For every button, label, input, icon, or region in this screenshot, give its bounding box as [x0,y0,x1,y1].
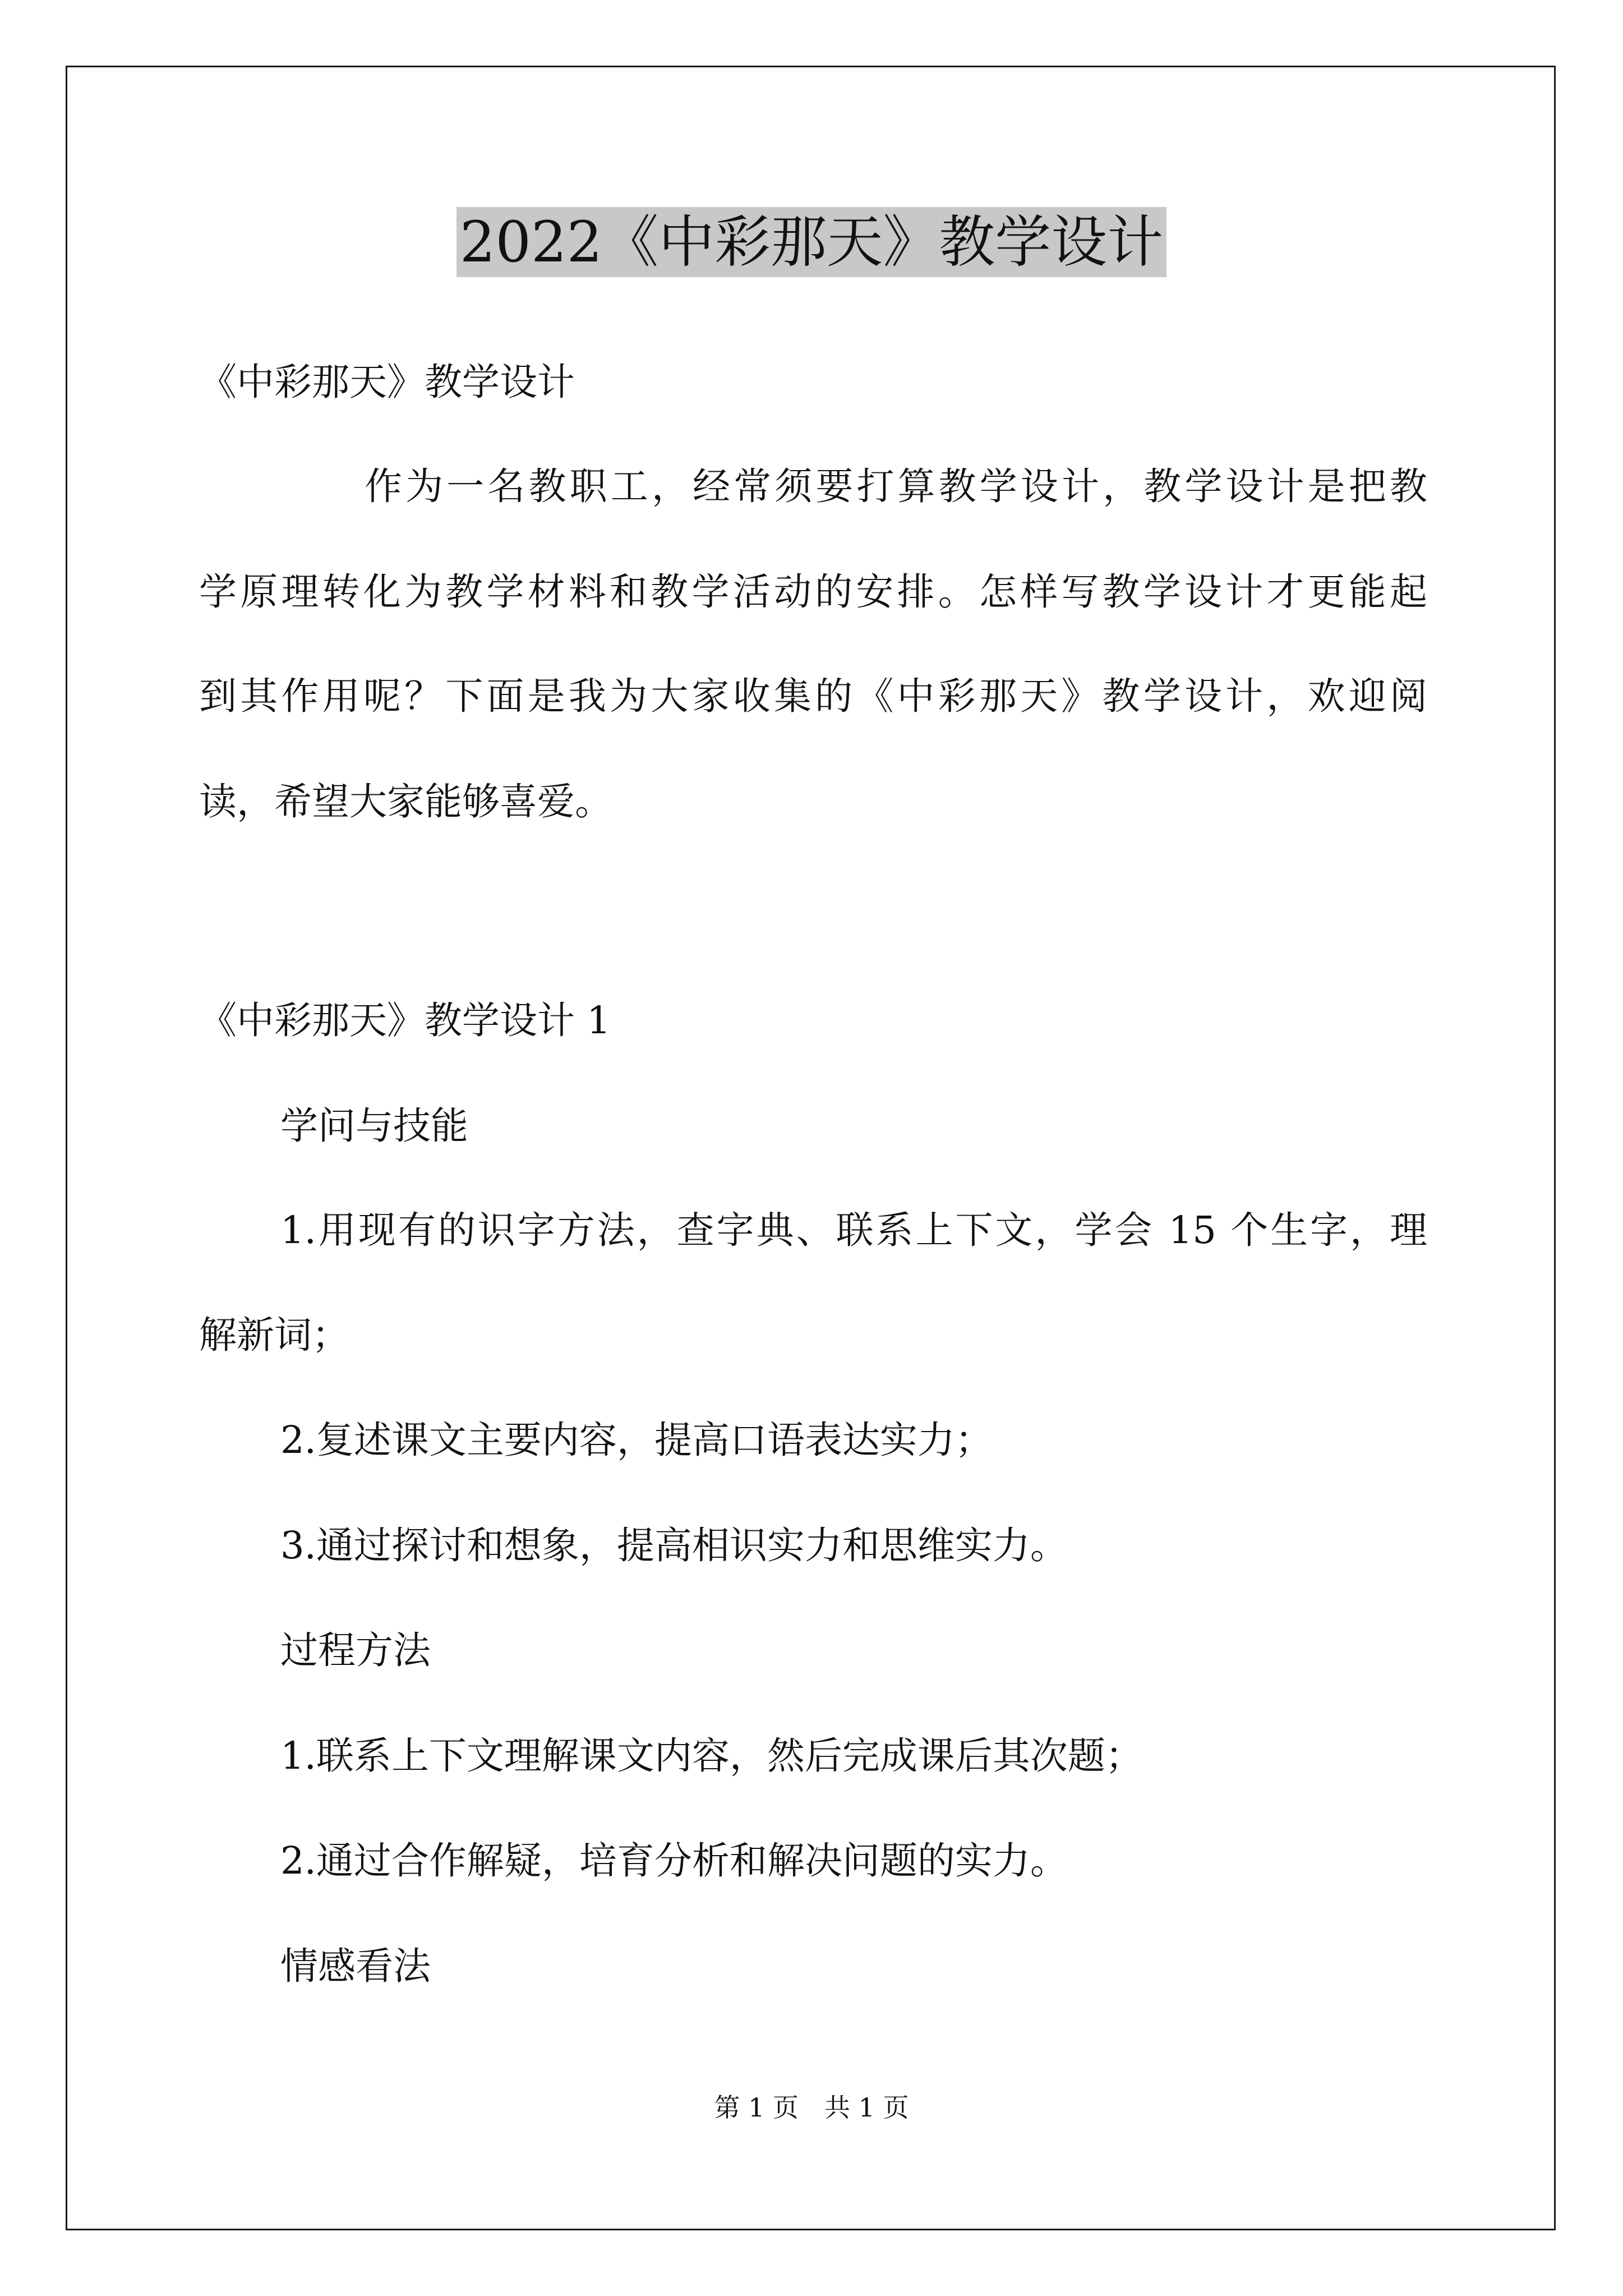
knowledge-item: 2.复述课文主要内容，提高口语表达实力； [280,1418,993,1462]
section-title: 《中彩那天》教学设计 1 [199,999,611,1042]
document-title-text: 2022《中彩那天》教学设计 [457,207,1167,277]
intro-line: 作为一名教职工，经常须要打算教学设计，教学设计是把教 [365,464,1427,508]
knowledge-item: 1.用现有的识字方法，查字典、联系上下文，学会 15 个生字，理 [280,1208,1427,1252]
intro-line: 学原理转化为教学材料和教学活动的安排。怎样写教学设计才更能起 [199,570,1427,614]
process-heading: 过程方法 [280,1628,431,1672]
page-footer: 第 1 页 共 1 页 [714,2092,909,2123]
intro-line: 到其作用呢？下面是我为大家收集的《中彩那天》教学设计，欢迎阅 [199,674,1427,718]
document-title [0,203,1623,282]
emotion-heading: 情感看法 [280,1944,431,1988]
intro-line: 读，希望大家能够喜爱。 [199,780,612,823]
knowledge-item: 3.通过探讨和想象，提高相识实力和思维实力。 [280,1524,1068,1567]
process-item: 1.联系上下文理解课文内容，然后完成课后其次题； [280,1734,1143,1778]
process-item: 2.通过合作解疑，培育分析和解决问题的实力。 [280,1839,1068,1883]
knowledge-item: 解新词； [199,1313,349,1357]
document-subtitle: 《中彩那天》教学设计 [199,360,575,404]
knowledge-heading: 学问与技能 [280,1104,468,1148]
